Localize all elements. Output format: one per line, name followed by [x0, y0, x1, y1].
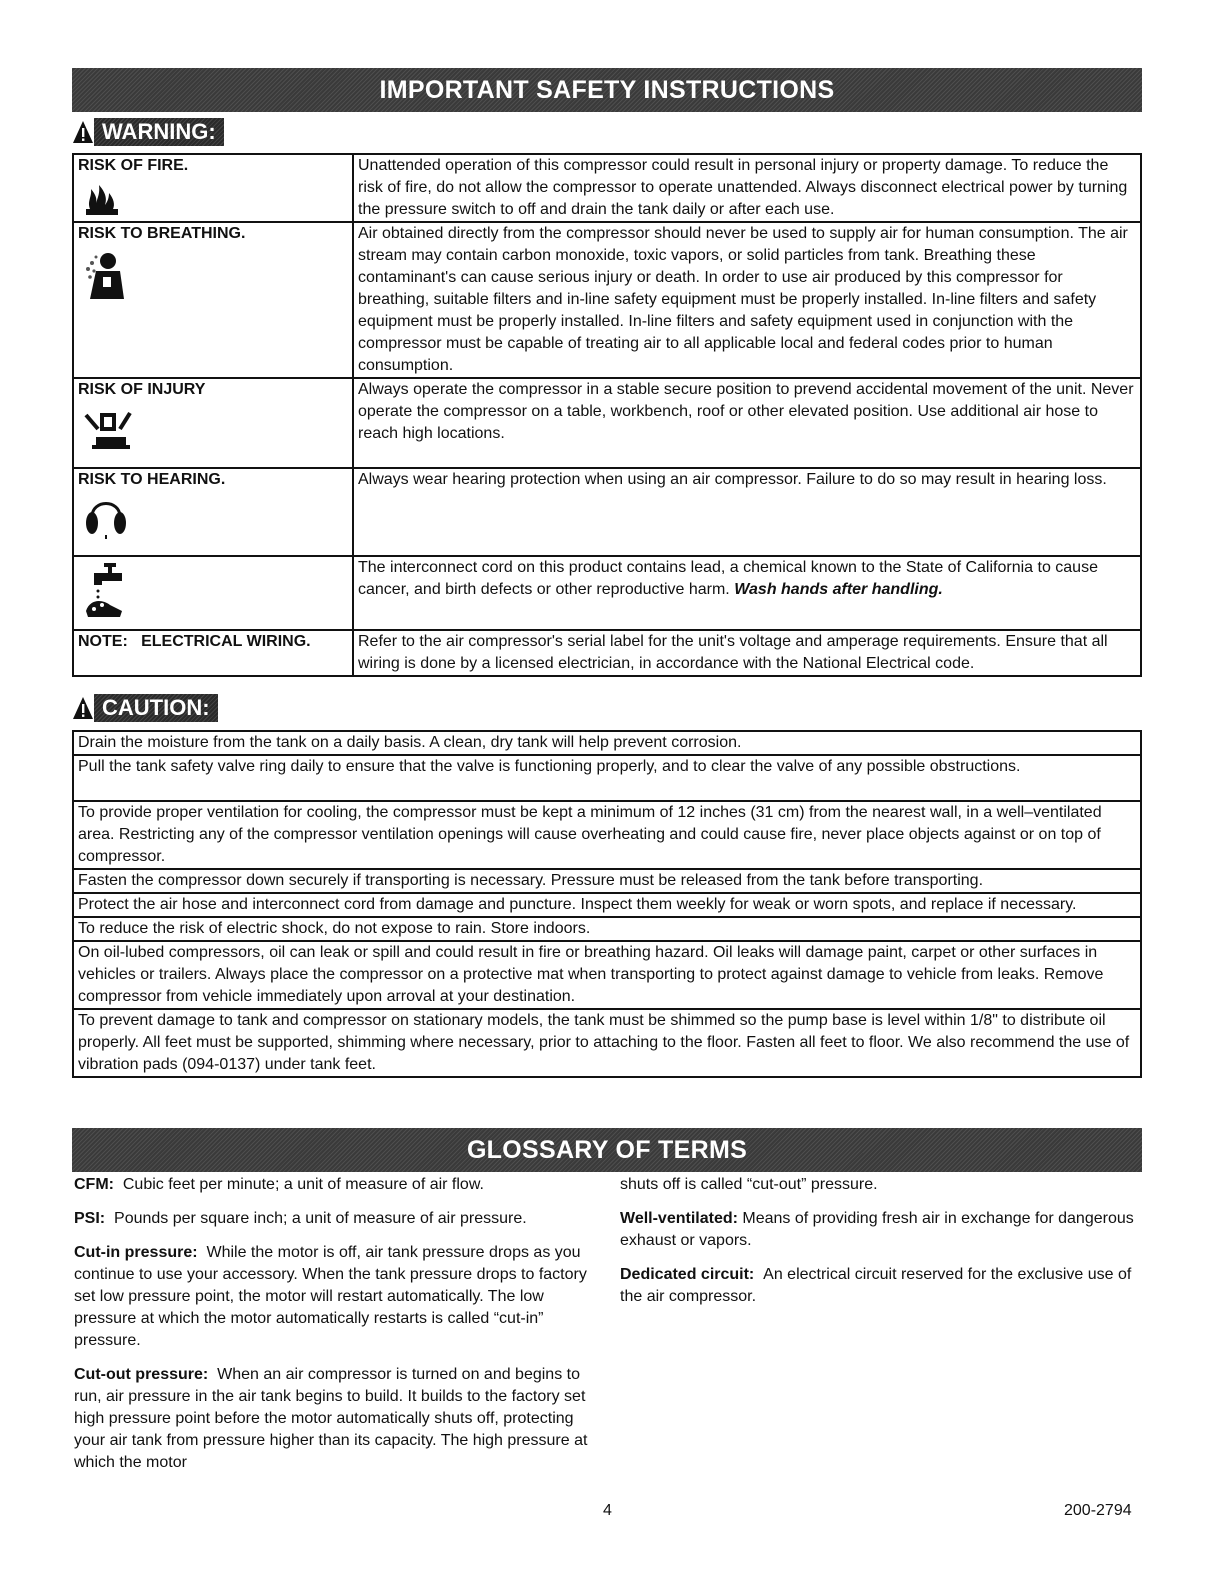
- glossary-entry: [74, 1174, 590, 1196]
- warning-triangle-icon: [72, 119, 94, 145]
- risk-row-hearing: [73, 468, 1141, 556]
- risk-label-cell: [73, 630, 353, 676]
- warning-triangle-icon: [72, 695, 94, 721]
- glossary-term: Dedicated circuit:: [620, 1266, 755, 1283]
- risk-label-cell: [73, 556, 353, 630]
- glossary-definition: Means of providing fresh air in exchange for dangerous exhaust or vapors.: [620, 1210, 1134, 1249]
- glossary-definition: Cubic feet per minute; a unit of measure of air flow.: [122, 1176, 484, 1193]
- glossary-banner: GLOSSARY OF TERMS: [72, 1128, 1142, 1172]
- risk-row-lead: [73, 556, 1141, 630]
- caution-item: Drain the moisture from the tank on a daily basis. A clean, dry tank will help prevent corrosion.: [72, 732, 1142, 756]
- glossary-definition: When an air compressor is turned on and begins to run, air pressure in the air tank begins to build. It builds to the factory set high pressure point before the motor automatically shuts off, protecting your air tank from pressure higher than its capacity. The high pressure at which the motor: [74, 1366, 588, 1471]
- risk-row-injury: [73, 378, 1141, 468]
- risk-row-electrical: [73, 630, 1141, 676]
- risk-description: Air obtained directly from the compressor should never be used to supply air for human consumption. The air stream may contain carbon monoxide, toxic vapors, or solid particles from tank. Breathing these contaminant's can cause serious injury or death. In order to use air produced by this compressor for breathing, suitable filters and in-line safety equipment must be properly installed. In-line filters and safety equipment must be properly installed. In-line filters and safety equipment used in conjunction with the compressor must be capable of treating air to all applicable local and federal codes prior to human consumption.: [353, 222, 1141, 378]
- caution-item: To reduce the risk of electric shock, do not expose to rain. Store indoors.: [72, 918, 1142, 942]
- caution-item: To prevent damage to tank and compressor on stationary models, the tank must be shimmed so the pump base is level within 1/8" to distribute oil properly. All feet must be supported, shimming where necessary, prior to attaching to the floor. Fasten all feet to floor. We also recommend the use of vibration pads (094-0137) under tank feet.: [72, 1010, 1142, 1078]
- fire-icon: [82, 181, 122, 217]
- risk-table: [72, 153, 1142, 677]
- hearing-protection-icon: [82, 495, 130, 539]
- risk-label-cell: [73, 222, 353, 378]
- glossary-right-column: [620, 1174, 1150, 1320]
- caution-item: Protect the air hose and interconnect cord from damage and puncture. Inspect them weekly for weak or worn spots, and replace if necessary.: [72, 894, 1142, 918]
- risk-row-breathing: [73, 222, 1141, 378]
- caution-item: To provide proper ventilation for cooling, the compressor must be kept a minimum of 12 inches (31 cm) from the nearest wall, in a well–ventilated area. Restricting any of the compressor ventilation openings will cause overheating and could cause fire, never place objects against or on top of compressor.: [72, 802, 1142, 870]
- risk-label: RISK OF INJURY: [78, 381, 206, 398]
- document-number: 200-2794: [1064, 1502, 1132, 1519]
- wash-hands-emphasis: Wash hands after handling.: [734, 581, 943, 598]
- caution-item: Pull the tank safety valve ring daily to ensure that the valve is functioning properly, and to clear the valve of any possible obstructions.: [72, 756, 1142, 802]
- glossary-entry: [74, 1208, 590, 1230]
- glossary-definition: An electrical circuit reserved for the exclusive use of the air compressor.: [620, 1266, 1132, 1305]
- caution-item: On oil-lubed compressors, oil can leak or spill and could result in fire or breathing hazard. Oil leaks will damage paint, carpet or other surfaces in vehicles or trailers. Always place the compressor on a protective mat when transporting to protect against damage to vehicle from leaks. Remove compressor from vehicle immediately upon arroval at your destination.: [72, 942, 1142, 1010]
- lead-warning-text: The interconnect cord on this product contains lead, a chemical known to the State of California to cause cancer, and birth defects or other reproductive harm.: [358, 559, 1098, 598]
- glossary-entry: [74, 1242, 590, 1352]
- risk-description: Always operate the compressor in a stable secure position to prevend accidental movement of the unit. Never operate the compressor on a table, workbench, roof or other elevated position. Use additional air hose to reach high locations.: [353, 378, 1141, 468]
- risk-label-cell: [73, 468, 353, 556]
- risk-label: RISK TO HEARING.: [78, 471, 226, 488]
- glossary-term: PSI:: [74, 1210, 106, 1227]
- breathing-hazard-icon: [82, 249, 126, 301]
- warning-text: WARNING:: [94, 118, 224, 146]
- glossary-entry: [620, 1264, 1150, 1308]
- glossary-entry: [74, 1364, 590, 1474]
- wash-hands-icon: [82, 559, 132, 619]
- injury-hazard-icon: [82, 405, 134, 451]
- glossary-continuation: shuts off is called “cut-out” pressure.: [620, 1176, 878, 1193]
- risk-description: Always wear hearing protection when using an air compressor. Failure to do so may result in hearing loss.: [353, 468, 1141, 556]
- risk-label-cell: [73, 378, 353, 468]
- glossary-definition: While the motor is off, air tank pressure drops as you continue to use your accessory. When the tank pressure drops to factory set low pressure point, the motor will restart automatically. The low pressure at which the motor automatically restarts is called “cut-in” pressure.: [74, 1244, 587, 1349]
- risk-description: [353, 556, 1141, 630]
- safety-instructions-banner: IMPORTANT SAFETY INSTRUCTIONS: [72, 68, 1142, 112]
- warning-label: [72, 118, 224, 146]
- caution-label: [72, 694, 218, 722]
- caution-text: CAUTION:: [94, 694, 218, 722]
- risk-label-cell: [73, 154, 353, 222]
- glossary-term: CFM:: [74, 1176, 114, 1193]
- caution-list: [72, 730, 1142, 1078]
- glossary-definition: Pounds per square inch; a unit of measure of air pressure.: [114, 1210, 527, 1227]
- glossary-term: Cut-out pressure:: [74, 1366, 209, 1383]
- risk-description: Unattended operation of this compressor could result in personal injury or property damage. To reduce the risk of fire, do not allow the compressor to operate unattended. Always disconnect electrical power by turning the pressure switch to off and drain the tank daily or after each use.: [353, 154, 1141, 222]
- risk-row-fire: [73, 154, 1141, 222]
- risk-label: RISK TO BREATHING.: [78, 225, 246, 242]
- glossary-term: Well-ventilated:: [620, 1210, 738, 1227]
- glossary-entry: [620, 1208, 1150, 1252]
- caution-item: Fasten the compressor down securely if transporting is necessary. Pressure must be released from the tank before transporting.: [72, 870, 1142, 894]
- risk-description: Refer to the air compressor's serial label for the unit's voltage and amperage requirements. Ensure that all wiring is done by a licensed electrician, in accordance with the National Electrical code.: [353, 630, 1141, 676]
- page-number: 4: [603, 1502, 612, 1519]
- risk-label: RISK OF FIRE.: [78, 157, 189, 174]
- glossary-term: Cut-in pressure:: [74, 1244, 198, 1261]
- risk-label: NOTE: ELECTRICAL WIRING.: [78, 633, 311, 650]
- glossary-left-column: [74, 1174, 590, 1486]
